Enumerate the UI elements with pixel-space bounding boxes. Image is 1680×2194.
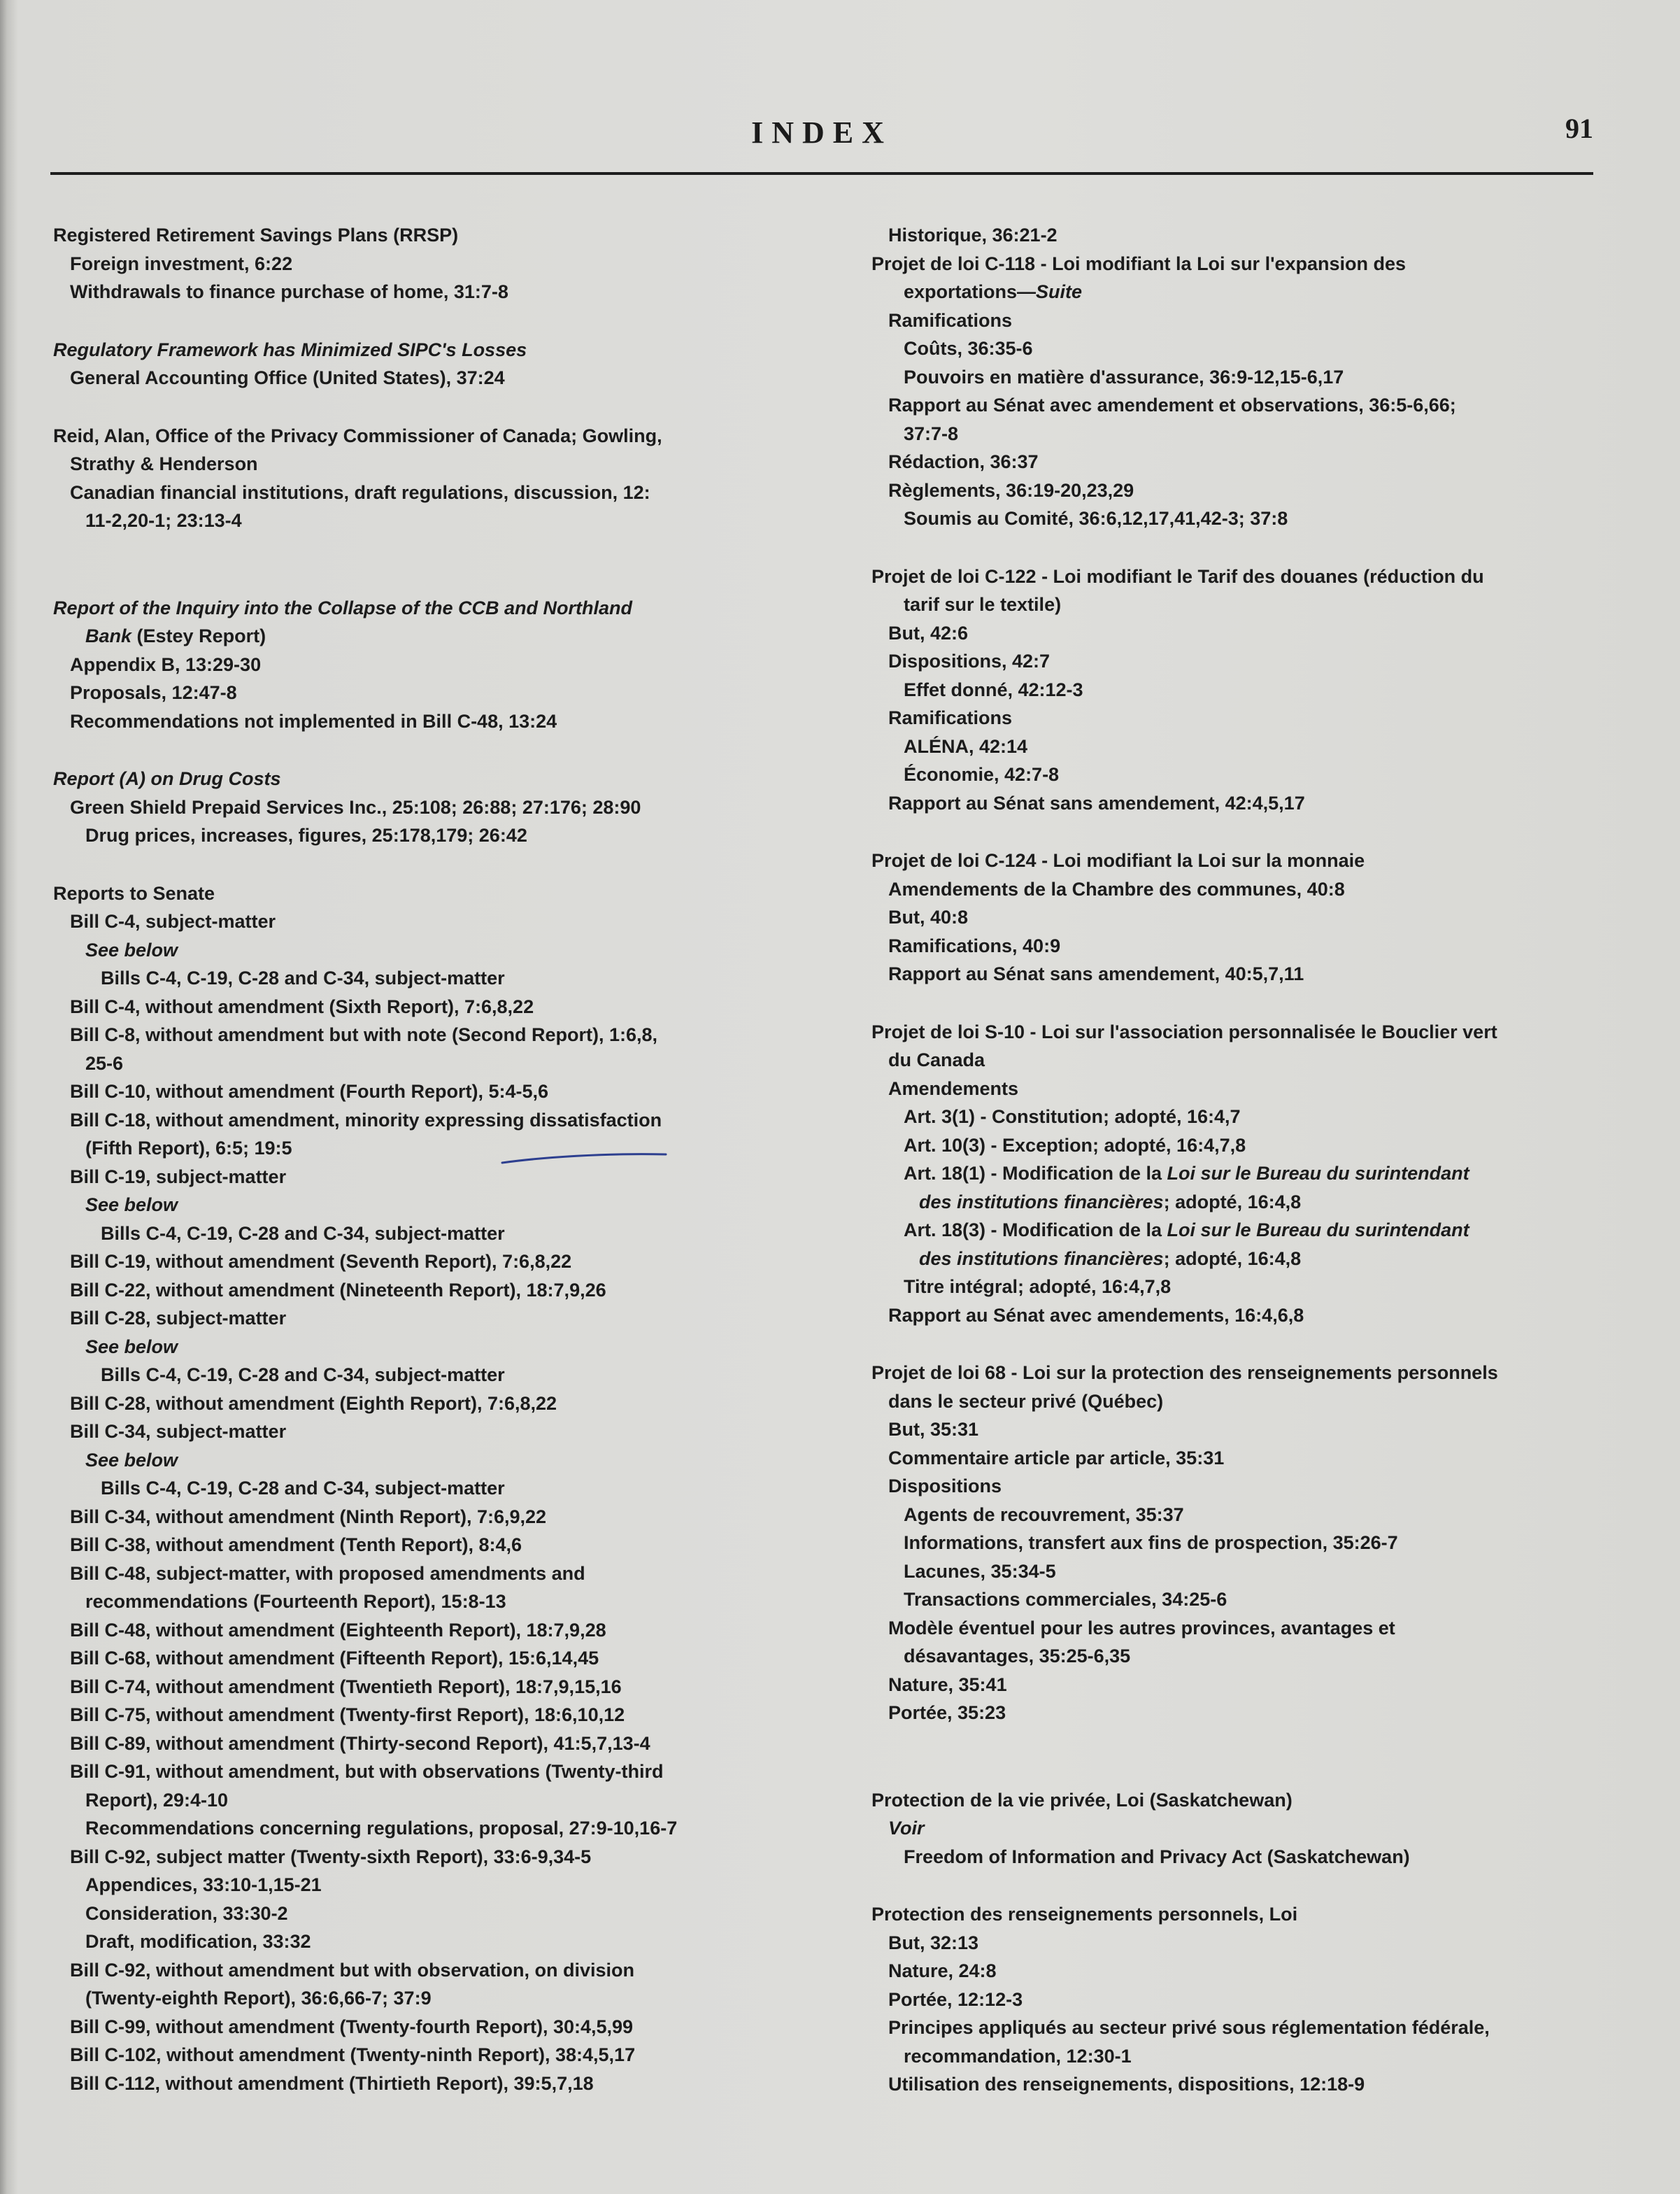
index-entry: Bank (Estey Report) xyxy=(85,625,266,646)
index-entry: Rapport au Sénat sans amendement, 40:5,7,11 xyxy=(888,963,1304,984)
index-entry: Draft, modification, 33:32 xyxy=(85,1931,311,1952)
index-entry: See below xyxy=(85,1336,178,1357)
index-entry: Règlements, 36:19-20,23,29 xyxy=(888,479,1134,501)
index-entry: Économie, 42:7-8 xyxy=(904,764,1060,785)
index-heading: Regulatory Framework has Minimized SIPC's Losses xyxy=(53,339,527,360)
index-entry: Report), 29:4-10 xyxy=(85,1789,229,1811)
page-header xyxy=(50,105,1593,175)
index-entry: Bill C-75, without amendment (Twenty-first Report), 18:6,10,12 xyxy=(70,1704,625,1725)
index-entry: (Twenty-eighth Report), 36:6,66-7; 37:9 xyxy=(85,1988,432,2009)
index-entry: Proposals, 12:47-8 xyxy=(70,682,237,703)
index-entry: Bill C-112, without amendment (Thirtieth Report), 39:5,7,18 xyxy=(70,2072,594,2094)
index-entry: Bill C-92, subject matter (Twenty-sixth Report), 33:6-9,34-5 xyxy=(70,1846,592,1867)
entry-spacer xyxy=(53,565,816,594)
index-entry: General Accounting Office (United States), 37:24 xyxy=(70,367,505,388)
index-entry: Bill C-8, without amendment but with note (Second Report), 1:6,8, xyxy=(70,1024,658,1045)
index-entry: Art. 18(1) - Modification de la Loi sur le Bureau du surintendant xyxy=(904,1163,1469,1184)
entry-spacer xyxy=(871,1329,1634,1359)
index-entry: Withdrawals to finance purchase of home, 31:7-8 xyxy=(70,281,508,302)
index-entry: Amendements xyxy=(888,1077,1019,1099)
index-entry: Art. 18(3) - Modification de la Loi sur le Bureau du surintendant xyxy=(904,1219,1469,1240)
index-entry: Strathy & Henderson xyxy=(70,453,258,474)
entry-spacer xyxy=(53,392,816,422)
index-heading: Protection de la vie privée, Loi (Saskatchewan) xyxy=(871,1789,1293,1811)
entry-spacer xyxy=(53,850,816,879)
page-title: INDEX xyxy=(751,115,892,150)
index-entry: des institutions financières; adopté, 16:4,8 xyxy=(919,1191,1302,1212)
index-entry: Ramifications, 40:9 xyxy=(888,935,1061,956)
index-entry: But, 35:31 xyxy=(888,1419,979,1440)
index-entry: Art. 10(3) - Exception; adopté, 16:4,7,8 xyxy=(904,1134,1246,1156)
index-entry: But, 42:6 xyxy=(888,622,969,644)
index-heading: Protection des renseignements personnels, Loi xyxy=(871,1904,1298,1925)
index-heading: Registered Retirement Savings Plans (RRSP) xyxy=(53,225,459,246)
index-entry: Coûts, 36:35-6 xyxy=(904,338,1033,359)
entry-spacer xyxy=(871,1871,1634,1900)
index-entry: Bill C-10, without amendment (Fourth Report), 5:4-5,6 xyxy=(70,1081,549,1102)
index-entry: Effet donné, 42:12-3 xyxy=(904,679,1083,700)
index-heading: Projet de loi S-10 - Loi sur l'association personnalisée le Bouclier vert xyxy=(871,1021,1497,1042)
index-heading: Report of the Inquiry into the Collapse of the CCB and Northland xyxy=(53,597,632,618)
index-entry: Informations, transfert aux fins de prospection, 35:26-7 xyxy=(904,1532,1398,1553)
index-entry: du Canada xyxy=(888,1049,985,1070)
entry-spacer xyxy=(871,989,1634,1018)
index-entry: Dispositions, 42:7 xyxy=(888,651,1051,672)
index-entry: Modèle éventuel pour les autres provinces, avantages et xyxy=(888,1617,1395,1639)
index-entry: Bill C-38, without amendment (Tenth Report), 8:4,6 xyxy=(70,1534,522,1555)
index-heading: Report (A) on Drug Costs xyxy=(53,768,281,789)
index-entry: Agents de recouvrement, 35:37 xyxy=(904,1503,1184,1525)
index-entry: Drug prices, increases, figures, 25:178,179; 26:42 xyxy=(85,825,527,846)
index-entry: Bill C-102, without amendment (Twenty-ninth Report), 38:4,5,17 xyxy=(70,2044,636,2065)
index-entry: Freedom of Information and Privacy Act (Saskatchewan) xyxy=(904,1846,1410,1867)
index-entry: Bill C-4, without amendment (Sixth Report), 7:6,8,22 xyxy=(70,996,534,1017)
index-entry: Rapport au Sénat sans amendement, 42:4,5,17 xyxy=(888,792,1305,814)
index-entry: Bill C-34, subject-matter xyxy=(70,1421,287,1442)
index-entry: tarif sur le textile) xyxy=(904,594,1062,615)
page-number: 91 xyxy=(1565,113,1593,144)
index-entry: Soumis au Comité, 36:6,12,17,41,42-3; 37:8 xyxy=(904,508,1288,529)
index-entry: désavantages, 35:25-6,35 xyxy=(904,1646,1131,1666)
index-entry: Bill C-74, without amendment (Twentieth Report), 18:7,9,15,16 xyxy=(70,1676,622,1697)
index-entry: 25-6 xyxy=(85,1052,124,1074)
index-entry: Bill C-99, without amendment (Twenty-fourth Report), 30:4,5,99 xyxy=(70,2016,634,2037)
entry-spacer xyxy=(871,817,1634,847)
index-entry: Nature, 35:41 xyxy=(888,1673,1007,1695)
entry-spacer xyxy=(53,735,816,765)
index-entry: Bill C-22, without amendment (Nineteenth Report), 18:7,9,26 xyxy=(70,1279,606,1301)
index-entry: Dispositions xyxy=(888,1475,1002,1496)
index-heading: Projet de loi C-124 - Loi modifiant la Loi sur la monnaie xyxy=(871,850,1365,871)
index-entry: Voir xyxy=(888,1818,925,1839)
index-entry: Rédaction, 36:37 xyxy=(888,451,1039,472)
entry-spacer xyxy=(871,1757,1634,1786)
entry-spacer xyxy=(53,306,816,336)
index-entry: Bill C-18, without amendment, minority expressing dissatisfaction xyxy=(70,1109,662,1131)
index-entry: des institutions financières; adopté, 16:4,8 xyxy=(919,1247,1302,1269)
index-entry: But, 40:8 xyxy=(888,907,969,928)
index-entry: See below xyxy=(85,1449,178,1471)
index-entry: Bill C-92, without amendment but with observation, on division xyxy=(70,1959,635,1981)
index-entry: Ramifications xyxy=(888,707,1013,728)
index-entry: Titre intégral; adopté, 16:4,7,8 xyxy=(904,1276,1172,1297)
index-entry: Bills C-4, C-19, C-28 and C-34, subject-matter xyxy=(101,1478,505,1499)
index-entry: Bill C-28, without amendment (Eighth Report), 7:6,8,22 xyxy=(70,1392,557,1414)
index-entry: Bill C-19, without amendment (Seventh Report), 7:6,8,22 xyxy=(70,1251,572,1272)
index-heading: Reid, Alan, Office of the Privacy Commissioner of Canada; Gowling, xyxy=(53,425,662,446)
index-entry: Nature, 24:8 xyxy=(888,1960,997,1981)
index-heading: Reports to Senate xyxy=(53,882,215,904)
index-entry: Recommendations not implemented in Bill C-48, 13:24 xyxy=(70,710,557,732)
index-entry: See below xyxy=(85,939,178,961)
index-entry: Lacunes, 35:34-5 xyxy=(904,1560,1056,1582)
index-entry: Bill C-91, without amendment, but with observations (Twenty-third xyxy=(70,1761,664,1782)
index-entry: Bill C-34, without amendment (Ninth Report), 7:6,9,22 xyxy=(70,1506,547,1527)
index-entry: Rapport au Sénat avec amendement et observations, 36:5-6,66; xyxy=(888,395,1456,416)
index-entry: Portée, 35:23 xyxy=(888,1702,1006,1723)
index-entry: Pouvoirs en matière d'assurance, 36:9-12,15-6,17 xyxy=(904,366,1344,388)
index-entry: Ramifications xyxy=(888,309,1013,331)
index-entry: Bill C-68, without amendment (Fifteenth Report), 15:6,14,45 xyxy=(70,1648,599,1669)
index-heading: Projet de loi C-122 - Loi modifiant le Tarif des douanes (réduction du xyxy=(871,565,1484,587)
index-column-right xyxy=(871,221,1634,2099)
index-entry: Commentaire article par article, 35:31 xyxy=(888,1447,1225,1468)
index-entry: ALÉNA, 42:14 xyxy=(904,735,1028,757)
index-heading: Projet de loi 68 - Loi sur la protection des renseignements personnels xyxy=(871,1362,1498,1383)
entry-spacer xyxy=(871,1727,1634,1757)
index-entry: See below xyxy=(85,1194,178,1215)
index-entry: (Fifth Report), 6:5; 19:5 xyxy=(85,1138,292,1159)
index-entry: Bill C-89, without amendment (Thirty-second Report), 41:5,7,13-4 xyxy=(70,1732,650,1754)
index-entry: Green Shield Prepaid Services Inc., 25:108; 26:88; 27:176; 28:90 xyxy=(70,796,641,818)
index-entry: Rapport au Sénat avec amendements, 16:4,6,8 xyxy=(888,1304,1304,1326)
index-entry: Portée, 12:12-3 xyxy=(888,1988,1023,2010)
index-entry: Historique, 36:21-2 xyxy=(888,225,1058,246)
index-entry: Bill C-48, without amendment (Eighteenth Report), 18:7,9,28 xyxy=(70,1619,606,1641)
index-entry: Bills C-4, C-19, C-28 and C-34, subject-matter xyxy=(101,968,505,989)
index-entry: Amendements de la Chambre des communes, 40:8 xyxy=(888,878,1345,900)
index-entry: Bill C-19, subject-matter xyxy=(70,1166,287,1187)
index-entry: Utilisation des renseignements, dispositions, 12:18-9 xyxy=(888,2074,1365,2095)
index-entry: Bills C-4, C-19, C-28 and C-34, subject-matter xyxy=(101,1222,505,1244)
index-entry: Bill C-4, subject-matter xyxy=(70,911,276,932)
pen-underline-mark xyxy=(501,1147,669,1168)
index-entry: 11-2,20-1; 23:13-4 xyxy=(85,510,242,531)
index-column-left xyxy=(53,221,816,2097)
index-entry: Canadian financial institutions, draft regulations, discussion, 12: xyxy=(70,481,650,503)
entry-spacer xyxy=(53,535,816,565)
index-entry: dans le secteur privé (Québec) xyxy=(888,1390,1164,1412)
index-entry: recommandation, 12:30-1 xyxy=(904,2045,1132,2067)
index-entry: Appendix B, 13:29-30 xyxy=(70,653,262,675)
index-entry: Bill C-28, subject-matter xyxy=(70,1308,287,1329)
index-entry: Appendices, 33:10-1,15-21 xyxy=(85,1874,322,1895)
index-entry: Foreign investment, 6:22 xyxy=(70,253,293,274)
index-entry: Recommendations concerning regulations, proposal, 27:9-10,16-7 xyxy=(85,1818,678,1839)
index-entry: Bills C-4, C-19, C-28 and C-34, subject-matter xyxy=(101,1364,505,1385)
index-entry: Transactions commerciales, 34:25-6 xyxy=(904,1589,1227,1610)
index-entry: But, 32:13 xyxy=(888,1932,979,1953)
index-entry: Principes appliqués au secteur privé sous réglementation fédérale, xyxy=(888,2017,1490,2038)
index-entry: 37:7-8 xyxy=(904,423,959,444)
index-entry: Art. 3(1) - Constitution; adopté, 16:4,7 xyxy=(904,1106,1241,1127)
index-entry: recommendations (Fourteenth Report), 15:8-13 xyxy=(85,1591,506,1612)
entry-spacer xyxy=(871,533,1634,562)
index-entry: exportations—Suite xyxy=(904,281,1083,302)
index-entry: Consideration, 33:30-2 xyxy=(85,1902,288,1924)
index-heading: Projet de loi C-118 - Loi modifiant la Loi sur l'expansion des xyxy=(871,253,1407,274)
index-entry: Bill C-48, subject-matter, with proposed amendments and xyxy=(70,1562,585,1584)
